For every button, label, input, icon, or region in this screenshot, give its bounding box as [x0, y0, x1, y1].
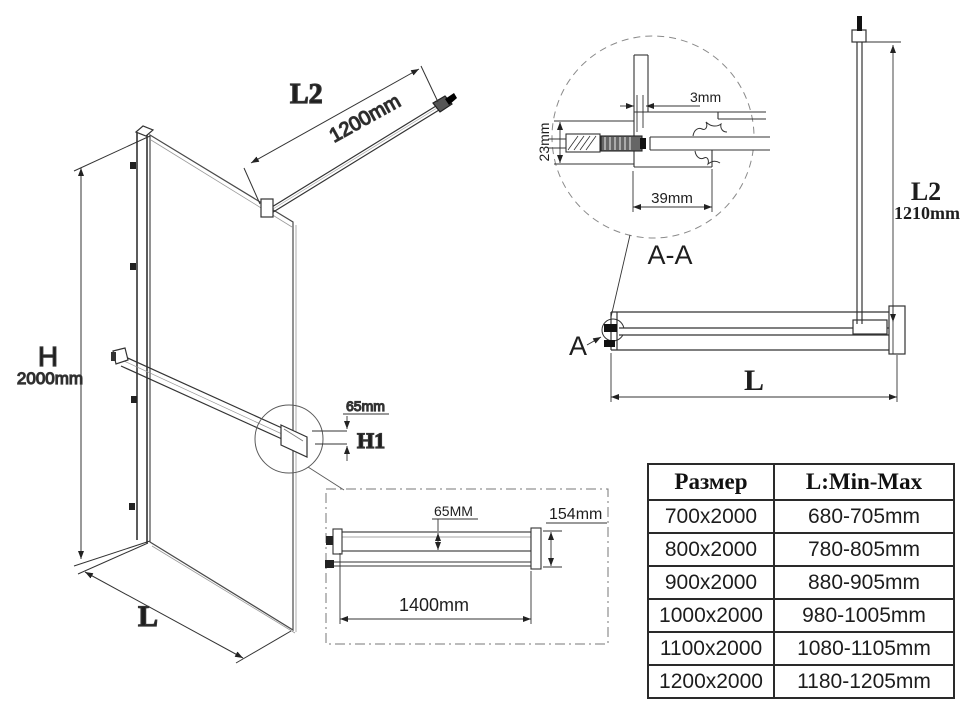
range-cell: 880-905mm: [774, 566, 954, 599]
gap-dim: 3mm: [690, 89, 722, 105]
l2-label: L2: [290, 79, 323, 110]
wall-anchor: [548, 134, 646, 152]
col-header-size: Размер: [648, 464, 774, 500]
size-cell: 1000x2000: [648, 599, 774, 632]
table-row: [648, 665, 954, 698]
total-height-dim: 154mm: [549, 506, 603, 523]
section-title: A-A: [647, 240, 693, 270]
size-cell: 800x2000: [648, 533, 774, 566]
size-cell: 900x2000: [648, 566, 774, 599]
table-row: [648, 566, 954, 599]
range-cell: 1180-1205mm: [774, 665, 954, 698]
dimension-h: [74, 136, 150, 566]
iso-view: [17, 66, 457, 663]
range-cell: 1080-1105mm: [774, 632, 954, 665]
h1-value: 65mm: [346, 398, 385, 414]
h-label: H: [37, 341, 59, 372]
top-l2-value: 1210mm: [894, 203, 960, 223]
table-row: [648, 500, 954, 533]
top-l-label: L: [743, 364, 765, 397]
glass-panel: [150, 135, 296, 633]
table-row: [648, 599, 954, 632]
table-row: [648, 533, 954, 566]
range-cell: 680-705mm: [774, 500, 954, 533]
size-cell: 1200x2000: [648, 665, 774, 698]
range-cell: 780-805mm: [774, 533, 954, 566]
table-row: [648, 632, 954, 665]
l-label-iso: L: [137, 600, 159, 633]
l2-value: 1200mm: [325, 90, 405, 148]
h1-label: H1: [357, 428, 386, 453]
section-marker: A: [568, 331, 588, 361]
size-cell: 700x2000: [648, 500, 774, 533]
table-header-row: [648, 464, 954, 500]
top-view: [604, 16, 905, 402]
col-header-range: L:Min-Max: [774, 464, 954, 500]
support-rod: [852, 16, 866, 324]
range-cell: 980-1005mm: [774, 599, 954, 632]
bar-height-dim: 65MM: [434, 503, 473, 519]
width-dim: 39mm: [651, 190, 693, 207]
h-value: 2000mm: [16, 369, 84, 388]
top-l2-label: L2: [910, 177, 942, 206]
bar-length-dim: 1400mm: [398, 595, 470, 615]
size-table: [647, 463, 955, 699]
depth-dim: 23mm: [536, 122, 552, 162]
size-cell: 1100x2000: [648, 632, 774, 665]
detail-leader-line: [308, 467, 344, 490]
